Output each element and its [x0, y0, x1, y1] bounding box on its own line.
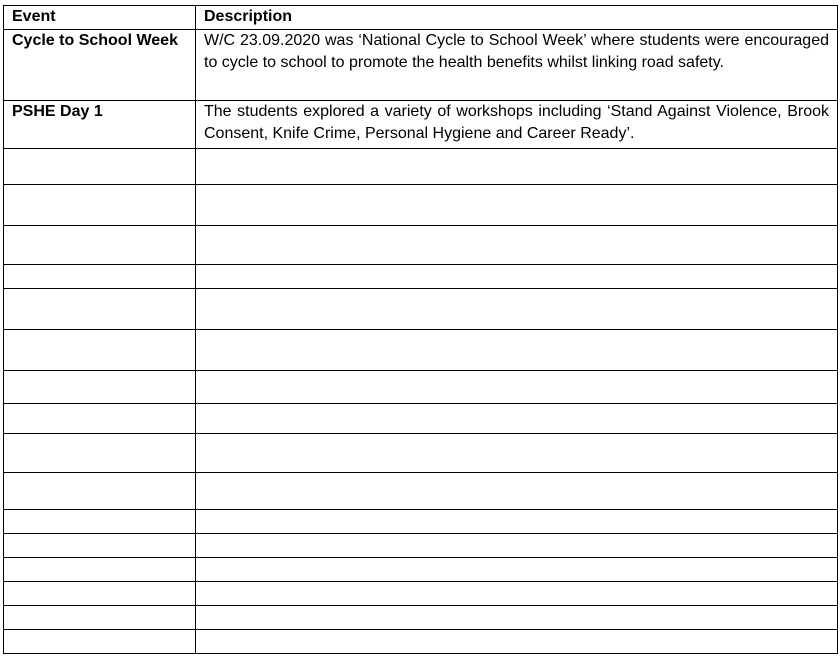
empty-cell: [196, 434, 838, 473]
empty-cell: [196, 149, 838, 185]
empty-cell: [4, 330, 196, 371]
empty-row: [4, 534, 838, 558]
header-row: [4, 6, 838, 30]
empty-cell: [4, 226, 196, 265]
empty-cell: [196, 404, 838, 434]
empty-cell: [4, 582, 196, 606]
event-cell: Cycle to School Week: [4, 30, 196, 101]
empty-cell: [196, 630, 838, 654]
empty-cell: [4, 289, 196, 330]
empty-row: [4, 226, 838, 265]
empty-cell: [196, 582, 838, 606]
empty-cell: [4, 558, 196, 582]
empty-row: [4, 434, 838, 473]
empty-cell: [196, 185, 838, 226]
empty-cell: [4, 630, 196, 654]
empty-cell: [4, 404, 196, 434]
empty-cell: [196, 330, 838, 371]
empty-cell: [4, 149, 196, 185]
empty-cell: [4, 534, 196, 558]
empty-row: [4, 404, 838, 434]
empty-cell: [4, 473, 196, 510]
empty-cell: [4, 434, 196, 473]
empty-row: [4, 149, 838, 185]
description-cell: W/C 23.09.2020 was ‘National Cycle to School Week’ where students were encouraged to cycle to school to promote the health benefits whilst linking road safety.: [196, 30, 838, 101]
description-cell: The students explored a variety of workshops including ‘Stand Against Violence, Brook Consent, Knife Crime, Personal Hygiene and Career Ready’.: [196, 101, 838, 149]
event-cell: PSHE Day 1: [4, 101, 196, 149]
empty-cell: [196, 558, 838, 582]
empty-row: [4, 265, 838, 289]
empty-row: [4, 606, 838, 630]
empty-cell: [196, 289, 838, 330]
empty-row: [4, 558, 838, 582]
empty-cell: [4, 185, 196, 226]
empty-cell: [196, 265, 838, 289]
empty-row: [4, 473, 838, 510]
event-column-header: Event: [4, 6, 196, 30]
empty-cell: [196, 606, 838, 630]
empty-cell: [196, 473, 838, 510]
empty-cell: [4, 265, 196, 289]
empty-row: [4, 289, 838, 330]
events-table: [3, 5, 838, 654]
empty-row: [4, 630, 838, 654]
empty-row: [4, 185, 838, 226]
description-column-header: Description: [196, 6, 838, 30]
table-row: [4, 30, 838, 101]
empty-row: [4, 582, 838, 606]
empty-cell: [196, 371, 838, 404]
empty-cell: [196, 534, 838, 558]
empty-row: [4, 330, 838, 371]
empty-cell: [196, 226, 838, 265]
empty-row: [4, 510, 838, 534]
empty-row: [4, 371, 838, 404]
empty-cell: [4, 606, 196, 630]
empty-cell: [196, 510, 838, 534]
empty-cell: [4, 510, 196, 534]
empty-cell: [4, 371, 196, 404]
table-row: [4, 101, 838, 149]
